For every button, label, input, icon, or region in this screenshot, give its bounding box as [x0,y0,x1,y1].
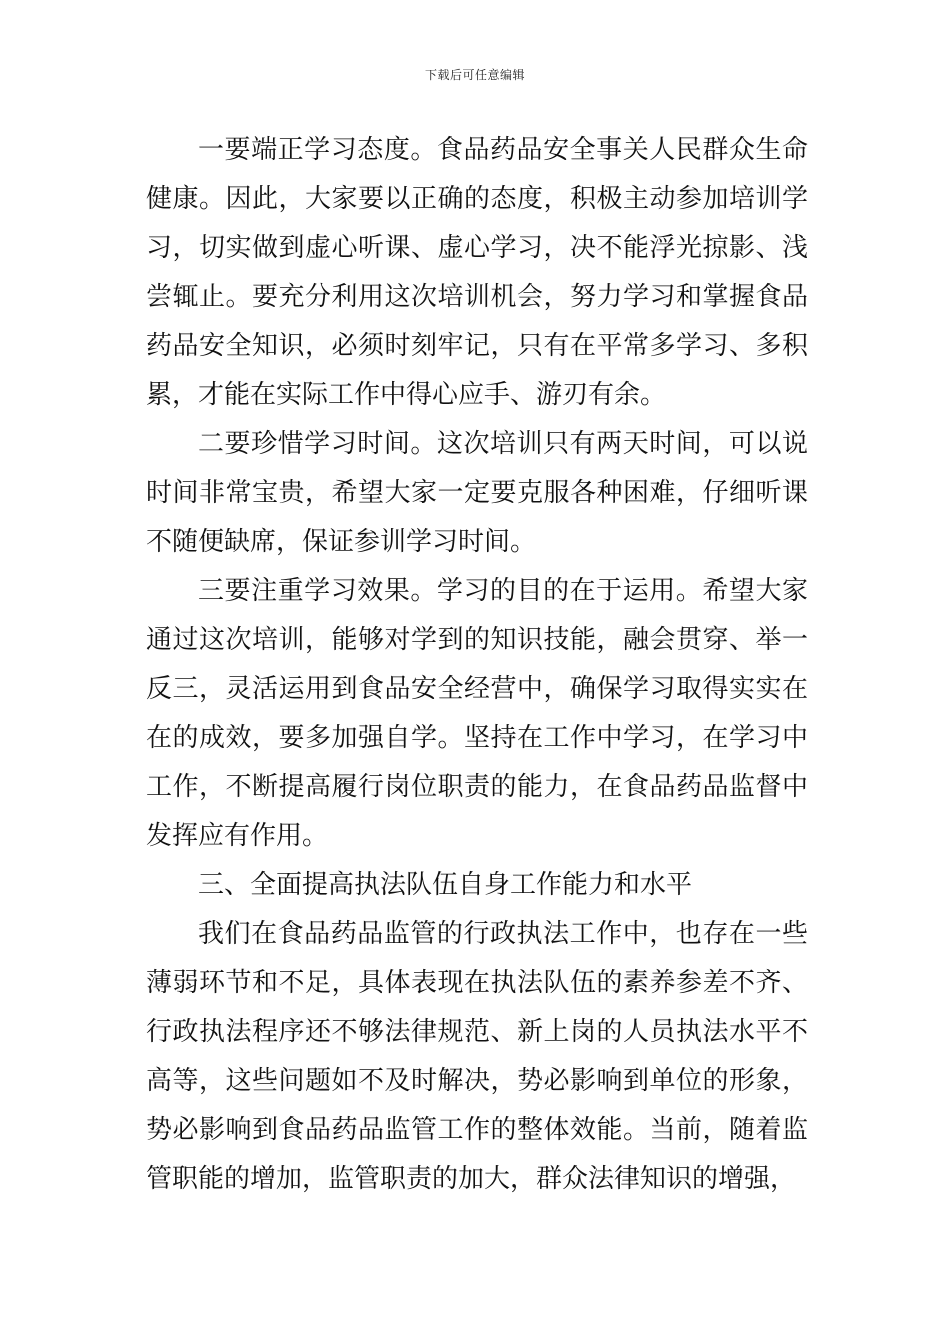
paragraph-enforcement: 我们在食品药品监管的行政执法工作中，也存在一些薄弱环节和不足，具体表现在执法队伍的素养参差不齐、行政执法程序还不够法律规范、新上岗的人员执法水平不高等，这些问题如不及时解决，势必影响到单位的形象，势必影响到食品药品监管工作的整体效能。当前，随着监管职能的增加，监管职责的加大，群众法律知识的增强， [146,919,808,1194]
paragraph-study-time: 二要珍惜学习时间。这次培训只有两天时间，可以说时间非常宝贵，希望大家一定要克服各种困难，仔细听课不随便缺席，保证参训学习时间。 [146,429,808,557]
page-header: 下载后可任意编辑 [424,68,525,82]
section-heading: 三、全面提高执法队伍自身工作能力和水平 [198,870,693,900]
paragraph-study-attitude: 一要端正学习态度。食品药品安全事关人民群众生命健康。因此，大家要以正确的态度，积极主动参加培训学习，切实做到虚心听课、虚心学习，决不能浮光掠影、浅尝辄止。要充分利用这次培训机会，努力学习和掌握食品药品安全知识，必须时刻牢记，只有在平常多学习、多积累，才能在实际工作中得心应手、游刃有余。 [146,135,808,410]
document-body [146,126,808,1204]
paragraph-study-effect: 三要注重学习效果。学习的目的在于运用。希望大家通过这次培训，能够对学到的知识技能，融会贯穿、举一反三，灵活运用到食品安全经营中，确保学习取得实实在在的成效，要多加强自学。坚持在工作中学习，在学习中工作，不断提高履行岗位职责的能力，在食品药品监督中发挥应有作用。 [146,576,808,851]
